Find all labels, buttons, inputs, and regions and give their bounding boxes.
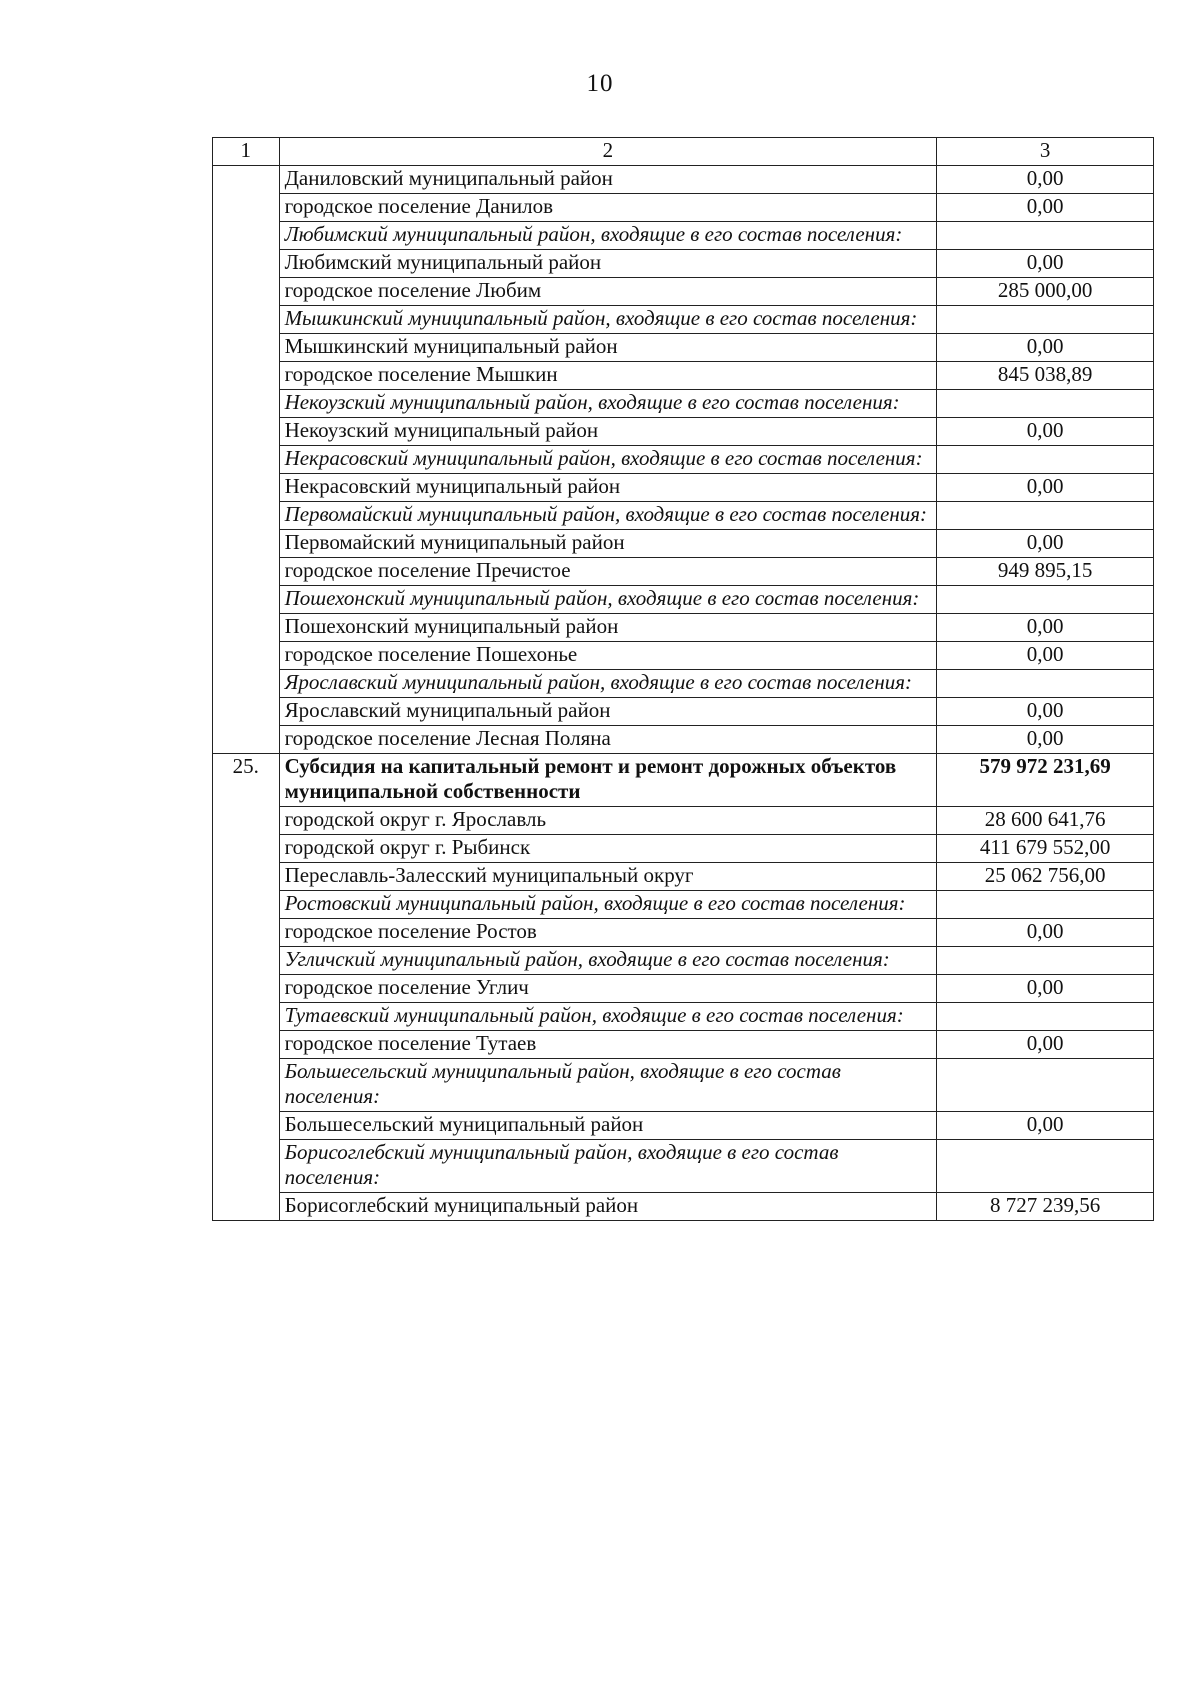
amount-cell: 0,00 bbox=[937, 642, 1154, 670]
recipient-name-cell: городское поселение Углич bbox=[279, 975, 937, 1003]
recipient-name-cell: Борисоглебский муниципальный район bbox=[279, 1193, 937, 1221]
section-heading-cell: Большесельский муниципальный район, входящие в его состав поселения: bbox=[279, 1059, 937, 1112]
recipient-name-cell: городское поселение Пошехонье bbox=[279, 642, 937, 670]
section-heading-cell: Любимский муниципальный район, входящие в его состав поселения: bbox=[279, 222, 937, 250]
recipient-name-cell: Пошехонский муниципальный район bbox=[279, 614, 937, 642]
table-row bbox=[213, 642, 1154, 670]
row-number-cell bbox=[213, 390, 280, 418]
row-number-cell bbox=[213, 222, 280, 250]
section-heading-cell: Пошехонский муниципальный район, входящие в его состав поселения: bbox=[279, 586, 937, 614]
amount-cell: 579 972 231,69 bbox=[937, 754, 1154, 807]
amount-cell: 8 727 239,56 bbox=[937, 1193, 1154, 1221]
recipient-name-cell: городское поселение Пречистое bbox=[279, 558, 937, 586]
row-number-cell bbox=[213, 530, 280, 558]
recipient-name-cell: Первомайский муниципальный район bbox=[279, 530, 937, 558]
row-number-cell bbox=[213, 1193, 280, 1221]
table-row bbox=[213, 614, 1154, 642]
table-row bbox=[213, 698, 1154, 726]
amount-cell: 0,00 bbox=[937, 250, 1154, 278]
page-number: 10 bbox=[586, 70, 614, 97]
table-row bbox=[213, 222, 1154, 250]
recipient-name-cell: Субсидия на капитальный ремонт и ремонт дорожных объектов муниципальной собственности bbox=[279, 754, 937, 807]
row-number-cell bbox=[213, 919, 280, 947]
recipient-name-cell: Мышкинский муниципальный район bbox=[279, 334, 937, 362]
row-number-cell bbox=[213, 1140, 280, 1193]
table-body bbox=[213, 166, 1154, 1221]
amount-cell: 0,00 bbox=[937, 334, 1154, 362]
row-number-cell bbox=[213, 1031, 280, 1059]
table-row bbox=[213, 586, 1154, 614]
recipient-name-cell: городское поселение Данилов bbox=[279, 194, 937, 222]
amount-cell bbox=[937, 891, 1154, 919]
amount-cell bbox=[937, 502, 1154, 530]
table-row bbox=[213, 362, 1154, 390]
amount-cell: 411 679 552,00 bbox=[937, 835, 1154, 863]
row-number-cell bbox=[213, 1003, 280, 1031]
section-heading-cell: Угличский муниципальный район, входящие в его состав поселения: bbox=[279, 947, 937, 975]
table-row bbox=[213, 250, 1154, 278]
table-row bbox=[213, 1193, 1154, 1221]
budget-table bbox=[212, 137, 1154, 1221]
table-row bbox=[213, 1059, 1154, 1112]
row-number-cell bbox=[213, 474, 280, 502]
amount-cell: 0,00 bbox=[937, 614, 1154, 642]
amount-cell bbox=[937, 446, 1154, 474]
table-header-row bbox=[213, 138, 1154, 166]
row-number-cell bbox=[213, 194, 280, 222]
row-number-cell bbox=[213, 807, 280, 835]
table-row bbox=[213, 1140, 1154, 1193]
table-row bbox=[213, 947, 1154, 975]
amount-cell: 0,00 bbox=[937, 1031, 1154, 1059]
row-number-cell bbox=[213, 558, 280, 586]
amount-cell bbox=[937, 586, 1154, 614]
table-row bbox=[213, 891, 1154, 919]
row-number-cell bbox=[213, 306, 280, 334]
table-row bbox=[213, 863, 1154, 891]
row-number-cell bbox=[213, 502, 280, 530]
recipient-name-cell: городское поселение Тутаев bbox=[279, 1031, 937, 1059]
row-number-cell bbox=[213, 698, 280, 726]
row-number-cell bbox=[213, 586, 280, 614]
amount-cell: 285 000,00 bbox=[937, 278, 1154, 306]
amount-cell: 949 895,15 bbox=[937, 558, 1154, 586]
recipient-name-cell: городской округ г. Рыбинск bbox=[279, 835, 937, 863]
row-number-cell bbox=[213, 726, 280, 754]
section-heading-cell: Некрасовский муниципальный район, входящие в его состав поселения: bbox=[279, 446, 937, 474]
amount-cell bbox=[937, 1140, 1154, 1193]
amount-cell: 0,00 bbox=[937, 166, 1154, 194]
header-col-1: 1 bbox=[213, 138, 280, 166]
row-number-cell bbox=[213, 166, 280, 194]
row-number-cell bbox=[213, 863, 280, 891]
recipient-name-cell: Большесельский муниципальный район bbox=[279, 1112, 937, 1140]
table-row bbox=[213, 807, 1154, 835]
row-number-cell bbox=[213, 446, 280, 474]
section-heading-cell: Некоузский муниципальный район, входящие в его состав поселения: bbox=[279, 390, 937, 418]
amount-cell: 0,00 bbox=[937, 1112, 1154, 1140]
recipient-name-cell: Некрасовский муниципальный район bbox=[279, 474, 937, 502]
section-heading-cell: Мышкинский муниципальный район, входящие в его состав поселения: bbox=[279, 306, 937, 334]
recipient-name-cell: городское поселение Ростов bbox=[279, 919, 937, 947]
recipient-name-cell: Переславль-Залесский муниципальный округ bbox=[279, 863, 937, 891]
table-row bbox=[213, 754, 1154, 807]
section-heading-cell: Первомайский муниципальный район, входящие в его состав поселения: bbox=[279, 502, 937, 530]
amount-cell: 28 600 641,76 bbox=[937, 807, 1154, 835]
row-number-cell bbox=[213, 362, 280, 390]
table-row bbox=[213, 919, 1154, 947]
section-heading-cell: Ростовский муниципальный район, входящие в его состав поселения: bbox=[279, 891, 937, 919]
recipient-name-cell: Ярославский муниципальный район bbox=[279, 698, 937, 726]
row-number-cell bbox=[213, 334, 280, 362]
section-heading-cell: Тутаевский муниципальный район, входящие в его состав поселения: bbox=[279, 1003, 937, 1031]
row-number-cell bbox=[213, 642, 280, 670]
row-number-cell bbox=[213, 1112, 280, 1140]
table-row bbox=[213, 558, 1154, 586]
row-number-cell bbox=[213, 418, 280, 446]
amount-cell bbox=[937, 1003, 1154, 1031]
section-heading-cell: Ярославский муниципальный район, входящие в его состав поселения: bbox=[279, 670, 937, 698]
row-number-cell bbox=[213, 250, 280, 278]
table-row bbox=[213, 835, 1154, 863]
amount-cell: 0,00 bbox=[937, 194, 1154, 222]
table-row bbox=[213, 166, 1154, 194]
table-row bbox=[213, 334, 1154, 362]
amount-cell: 0,00 bbox=[937, 726, 1154, 754]
table-row bbox=[213, 975, 1154, 1003]
amount-cell bbox=[937, 306, 1154, 334]
table-row bbox=[213, 474, 1154, 502]
table-row bbox=[213, 390, 1154, 418]
amount-cell bbox=[937, 390, 1154, 418]
table-row bbox=[213, 530, 1154, 558]
amount-cell: 0,00 bbox=[937, 530, 1154, 558]
recipient-name-cell: городское поселение Любим bbox=[279, 278, 937, 306]
section-heading-cell: Борисоглебский муниципальный район, входящие в его состав поселения: bbox=[279, 1140, 937, 1193]
table-row bbox=[213, 306, 1154, 334]
row-number-cell bbox=[213, 835, 280, 863]
amount-cell: 25 062 756,00 bbox=[937, 863, 1154, 891]
table-row bbox=[213, 278, 1154, 306]
amount-cell: 0,00 bbox=[937, 919, 1154, 947]
row-number-cell bbox=[213, 891, 280, 919]
amount-cell bbox=[937, 670, 1154, 698]
table-row bbox=[213, 502, 1154, 530]
row-number-cell bbox=[213, 614, 280, 642]
recipient-name-cell: Даниловский муниципальный район bbox=[279, 166, 937, 194]
recipient-name-cell: Любимский муниципальный район bbox=[279, 250, 937, 278]
table-row bbox=[213, 418, 1154, 446]
amount-cell: 0,00 bbox=[937, 474, 1154, 502]
header-col-3: 3 bbox=[937, 138, 1154, 166]
row-number-cell bbox=[213, 1059, 280, 1112]
amount-cell: 0,00 bbox=[937, 698, 1154, 726]
table-row bbox=[213, 1031, 1154, 1059]
recipient-name-cell: городское поселение Лесная Поляна bbox=[279, 726, 937, 754]
recipient-name-cell: городское поселение Мышкин bbox=[279, 362, 937, 390]
header-col-2: 2 bbox=[279, 138, 937, 166]
amount-cell bbox=[937, 947, 1154, 975]
recipient-name-cell: городской округ г. Ярославль bbox=[279, 807, 937, 835]
table-row bbox=[213, 446, 1154, 474]
row-number-cell: 25. bbox=[213, 754, 280, 807]
amount-cell: 0,00 bbox=[937, 418, 1154, 446]
table-row bbox=[213, 726, 1154, 754]
amount-cell: 0,00 bbox=[937, 975, 1154, 1003]
table-row bbox=[213, 1003, 1154, 1031]
table-row bbox=[213, 1112, 1154, 1140]
amount-cell: 845 038,89 bbox=[937, 362, 1154, 390]
table-row bbox=[213, 670, 1154, 698]
recipient-name-cell: Некоузский муниципальный район bbox=[279, 418, 937, 446]
amount-cell bbox=[937, 1059, 1154, 1112]
amount-cell bbox=[937, 222, 1154, 250]
row-number-cell bbox=[213, 278, 280, 306]
table-row bbox=[213, 194, 1154, 222]
row-number-cell bbox=[213, 947, 280, 975]
row-number-cell bbox=[213, 975, 280, 1003]
row-number-cell bbox=[213, 670, 280, 698]
